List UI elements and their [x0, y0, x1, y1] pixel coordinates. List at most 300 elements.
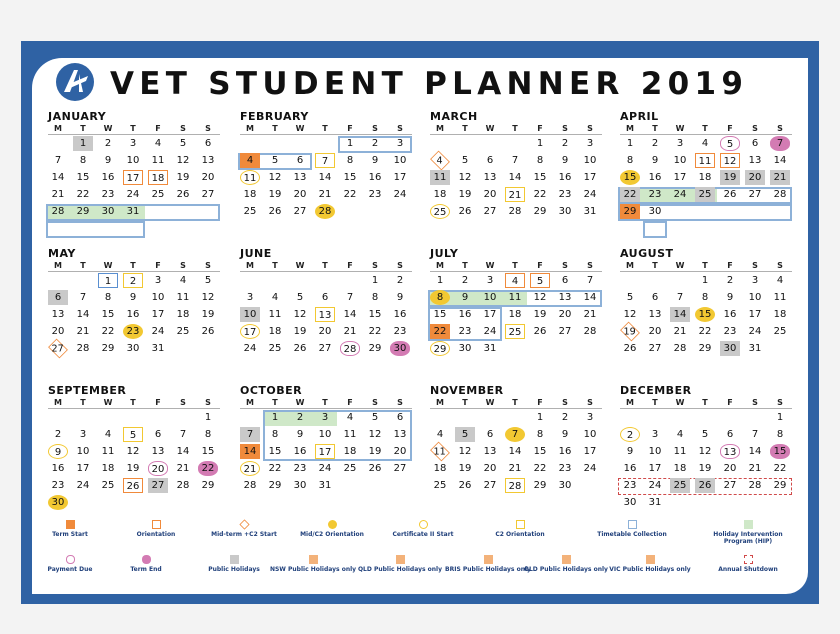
- day-cell: 27: [648, 343, 662, 354]
- legend-swatch-icon: [628, 520, 637, 529]
- day-cell: 28: [773, 189, 787, 200]
- day-cell: 20: [51, 326, 65, 337]
- day-cell: 15: [620, 170, 640, 185]
- day-cell: 13: [293, 172, 307, 183]
- day-cell: 23: [458, 326, 472, 337]
- day-cell: 26: [368, 463, 382, 474]
- day-cell: 7: [511, 155, 519, 166]
- day-cell: 19: [458, 189, 472, 200]
- day-cell: 25: [695, 187, 715, 202]
- day-cell: 30: [293, 480, 307, 491]
- weekday-label: T: [462, 398, 468, 407]
- day-cell: 6: [154, 429, 162, 440]
- day-grid: [430, 409, 602, 511]
- day-cell: 31: [648, 497, 662, 508]
- day-cell: 7: [54, 155, 62, 166]
- weekday-label: M: [436, 124, 444, 133]
- day-cell: 19: [201, 309, 215, 320]
- weekday-label: T: [322, 124, 328, 133]
- day-cell: 2: [651, 138, 659, 149]
- day-cell: 28: [340, 341, 360, 356]
- weekday-label: F: [537, 398, 543, 407]
- legend-swatch-icon: [516, 520, 525, 529]
- weekday-label: T: [702, 124, 708, 133]
- day-cell: 10: [673, 155, 687, 166]
- day-cell: 6: [726, 429, 734, 440]
- weekday-label: F: [537, 124, 543, 133]
- day-cell: 10: [240, 307, 260, 322]
- day-cell: 26: [623, 343, 637, 354]
- day-cell: 19: [698, 463, 712, 474]
- day-cell: 21: [240, 461, 260, 476]
- day-cell: 22: [430, 324, 450, 339]
- day-cell: 7: [586, 275, 594, 286]
- legend-label: Certificate II Start: [392, 531, 454, 538]
- day-cell: 19: [720, 170, 740, 185]
- day-cell: 15: [368, 309, 382, 320]
- day-cell: 11: [268, 309, 282, 320]
- day-cell: 11: [508, 292, 522, 303]
- legend-swatch-icon: [396, 555, 405, 564]
- weekday-label: M: [246, 124, 254, 133]
- day-cell: 19: [176, 172, 190, 183]
- day-cell: 18: [101, 463, 115, 474]
- day-cell: 12: [458, 172, 472, 183]
- day-cell: 3: [751, 275, 759, 286]
- day-cell: 1: [701, 275, 709, 286]
- day-cell: 2: [54, 429, 62, 440]
- day-cell: 24: [483, 326, 497, 337]
- day-cell: 18: [508, 309, 522, 320]
- day-cell: 9: [129, 292, 137, 303]
- day-cell: 11: [240, 170, 260, 185]
- legend-item: [587, 520, 677, 538]
- month-september: [48, 384, 220, 511]
- legend-label: VIC Public Holidays only: [609, 566, 691, 573]
- day-cell: 30: [458, 343, 472, 354]
- weekday-label: S: [397, 261, 403, 270]
- day-cell: 15: [695, 307, 715, 322]
- day-cell: 5: [271, 155, 279, 166]
- day-cell: 9: [561, 429, 569, 440]
- day-cell: 26: [293, 343, 307, 354]
- legend-swatch-icon: [419, 520, 428, 529]
- day-cell: 7: [751, 429, 759, 440]
- day-cell: 5: [720, 136, 740, 151]
- day-cell: 17: [393, 172, 407, 183]
- day-cell: 9: [626, 446, 634, 457]
- weekday-label: S: [372, 261, 378, 270]
- weekday-label: F: [347, 261, 353, 270]
- day-cell: 24: [748, 326, 762, 337]
- day-cell: 15: [433, 309, 447, 320]
- legend-label: Holiday Intervention Program (HIP): [713, 531, 783, 545]
- day-cell: 6: [651, 292, 659, 303]
- day-cell: 27: [201, 189, 215, 200]
- weekday-label: F: [347, 398, 353, 407]
- day-cell: 24: [673, 189, 687, 200]
- day-cell: 18: [268, 326, 282, 337]
- month-april: [620, 110, 792, 237]
- day-cell: 2: [561, 412, 569, 423]
- day-cell: 5: [530, 273, 550, 288]
- day-cell: 21: [508, 463, 522, 474]
- day-cell: 5: [371, 412, 379, 423]
- day-cell: 19: [293, 326, 307, 337]
- day-cell: 24: [126, 189, 140, 200]
- day-cell: 6: [561, 275, 569, 286]
- day-grid: [620, 272, 792, 374]
- weekday-label: F: [727, 398, 733, 407]
- day-cell: 17: [648, 463, 662, 474]
- day-cell: 13: [483, 172, 497, 183]
- month-january: [48, 110, 220, 237]
- day-cell: 26: [201, 326, 215, 337]
- day-cell: 13: [201, 155, 215, 166]
- day-cell: 25: [343, 463, 357, 474]
- legend-label: C2 Orientation: [495, 531, 545, 538]
- day-cell: 19: [620, 322, 640, 342]
- timetable-outline: [643, 221, 667, 238]
- weekday-label: W: [485, 261, 495, 270]
- weekday-label: M: [54, 398, 62, 407]
- day-cell: 17: [315, 444, 335, 459]
- day-cell: 4: [505, 273, 525, 288]
- day-cell: 28: [583, 326, 597, 337]
- weekday-label: S: [180, 124, 186, 133]
- day-cell: 26: [176, 189, 190, 200]
- weekday-header: [240, 123, 412, 135]
- weekday-label: T: [702, 398, 708, 407]
- weekday-label: M: [626, 261, 634, 270]
- day-cell: 16: [293, 446, 307, 457]
- day-cell: 12: [176, 155, 190, 166]
- day-cell: 12: [268, 172, 282, 183]
- day-cell: 17: [748, 309, 762, 320]
- weekday-header: [430, 397, 602, 409]
- day-cell: 10: [393, 155, 407, 166]
- day-cell: 20: [558, 309, 572, 320]
- weekday-label: F: [537, 261, 543, 270]
- legend-label: Annual Shutdown: [718, 566, 778, 573]
- day-cell: 20: [293, 189, 307, 200]
- day-cell: 2: [371, 138, 379, 149]
- day-cell: 12: [458, 446, 472, 457]
- legend-label: Term Start: [52, 531, 88, 538]
- day-cell: 15: [201, 446, 215, 457]
- weekday-label: S: [777, 124, 783, 133]
- day-grid: [48, 135, 220, 237]
- day-cell: 22: [76, 189, 90, 200]
- day-cell: 31: [748, 343, 762, 354]
- day-cell: 27: [483, 480, 497, 491]
- day-cell: 8: [536, 429, 544, 440]
- day-cell: 14: [748, 446, 762, 457]
- month-name: AUGUST: [620, 247, 674, 260]
- legend-swatch-icon: [328, 520, 337, 529]
- day-cell: 5: [461, 155, 469, 166]
- day-cell: 2: [104, 138, 112, 149]
- day-cell: 4: [271, 292, 279, 303]
- day-cell: 25: [430, 204, 450, 219]
- day-cell: 10: [648, 446, 662, 457]
- day-grid: [240, 272, 412, 374]
- day-cell: 8: [371, 292, 379, 303]
- weekday-label: S: [180, 398, 186, 407]
- day-cell: 30: [623, 497, 637, 508]
- day-cell: 18: [176, 309, 190, 320]
- day-cell: 3: [396, 138, 404, 149]
- weekday-header: [240, 260, 412, 272]
- weekday-label: S: [777, 261, 783, 270]
- month-name: DECEMBER: [620, 384, 692, 397]
- day-cell: 5: [123, 427, 143, 442]
- day-cell: 23: [723, 326, 737, 337]
- weekday-label: S: [752, 124, 758, 133]
- day-cell: 1: [346, 138, 354, 149]
- legend-swatch-icon: [562, 555, 571, 564]
- legend-label: Timetable Collection: [597, 531, 667, 538]
- day-cell: 6: [751, 138, 759, 149]
- legend-swatch-icon: [744, 555, 753, 564]
- day-cell: 13: [393, 429, 407, 440]
- day-cell: 15: [76, 172, 90, 183]
- weekday-label: F: [347, 124, 353, 133]
- day-cell: 10: [126, 155, 140, 166]
- day-cell: 8: [271, 429, 279, 440]
- day-cell: 1: [98, 273, 118, 288]
- day-cell: 15: [343, 172, 357, 183]
- legend-item: [475, 520, 565, 538]
- day-cell: 20: [318, 326, 332, 337]
- legend-label: Orientation: [136, 531, 176, 538]
- weekday-label: T: [272, 261, 278, 270]
- day-cell: 21: [748, 463, 762, 474]
- day-cell: 21: [343, 326, 357, 337]
- day-cell: 16: [623, 463, 637, 474]
- day-cell: 10: [748, 292, 762, 303]
- weekday-label: W: [295, 124, 305, 133]
- day-cell: 3: [586, 412, 594, 423]
- day-cell: 25: [243, 206, 257, 217]
- day-cell: 17: [483, 309, 497, 320]
- day-cell: 16: [393, 309, 407, 320]
- day-cell: 7: [79, 292, 87, 303]
- day-cell: 20: [483, 463, 497, 474]
- day-cell: 2: [726, 275, 734, 286]
- day-cell: 9: [651, 155, 659, 166]
- month-february: [240, 110, 412, 237]
- day-cell: 18: [433, 189, 447, 200]
- day-cell: 27: [748, 189, 762, 200]
- day-cell: 27: [148, 478, 168, 493]
- weekday-header: [620, 397, 792, 409]
- day-cell: 13: [483, 446, 497, 457]
- day-cell: 19: [533, 309, 547, 320]
- day-cell: 25: [176, 326, 190, 337]
- weekday-label: M: [436, 398, 444, 407]
- day-cell: 31: [318, 480, 332, 491]
- day-cell: 1: [436, 275, 444, 286]
- day-cell: 4: [430, 151, 450, 171]
- day-cell: 14: [343, 309, 357, 320]
- legend-swatch-icon: [66, 555, 75, 564]
- day-cell: 31: [583, 206, 597, 217]
- day-cell: 11: [430, 170, 450, 185]
- month-october: [240, 384, 412, 511]
- month-march: [430, 110, 602, 237]
- day-cell: 7: [240, 427, 260, 442]
- day-cell: 20: [723, 463, 737, 474]
- day-cell: 9: [461, 292, 469, 303]
- day-cell: 15: [268, 446, 282, 457]
- day-cell: 25: [505, 324, 525, 339]
- weekday-label: F: [155, 261, 161, 270]
- weekday-label: T: [512, 261, 518, 270]
- weekday-label: S: [205, 124, 211, 133]
- day-cell: 6: [296, 155, 304, 166]
- day-cell: 8: [536, 155, 544, 166]
- day-cell: 8: [626, 155, 634, 166]
- day-cell: 8: [430, 290, 450, 305]
- day-cell: 7: [676, 292, 684, 303]
- weekday-label: S: [587, 261, 593, 270]
- day-cell: 10: [151, 292, 165, 303]
- day-cell: 31: [151, 343, 165, 354]
- day-cell: 23: [558, 463, 572, 474]
- day-cell: 1: [371, 275, 379, 286]
- day-cell: 20: [745, 170, 765, 185]
- day-cell: 11: [695, 153, 715, 168]
- day-cell: 23: [393, 326, 407, 337]
- legend-item: [199, 520, 289, 538]
- day-cell: 31: [483, 343, 497, 354]
- day-cell: 27: [723, 480, 737, 491]
- day-cell: 14: [51, 172, 65, 183]
- day-cell: 3: [321, 412, 329, 423]
- day-cell: 14: [773, 155, 787, 166]
- day-cell: 8: [79, 155, 87, 166]
- day-cell: 8: [776, 429, 784, 440]
- day-cell: 18: [433, 463, 447, 474]
- month-name: SEPTEMBER: [48, 384, 127, 397]
- timetable-outline: [46, 221, 145, 238]
- day-cell: 22: [268, 463, 282, 474]
- day-cell: 19: [458, 463, 472, 474]
- day-cell: 17: [583, 172, 597, 183]
- day-cell: 9: [296, 429, 304, 440]
- weekday-label: W: [675, 398, 685, 407]
- day-cell: 4: [104, 429, 112, 440]
- weekday-label: S: [180, 261, 186, 270]
- day-grid: [620, 135, 792, 237]
- legend-swatch-icon: [484, 555, 493, 564]
- weekday-label: T: [322, 398, 328, 407]
- legend-item: [287, 520, 377, 538]
- day-cell: 24: [76, 480, 90, 491]
- day-cell: 11: [151, 155, 165, 166]
- day-cell: 25: [268, 343, 282, 354]
- legend-item: [443, 555, 533, 573]
- day-cell: 4: [240, 153, 260, 168]
- day-cell: 27: [318, 343, 332, 354]
- day-cell: 25: [670, 478, 690, 493]
- day-cell: 28: [243, 480, 257, 491]
- day-cell: 4: [179, 275, 187, 286]
- day-cell: 16: [558, 172, 572, 183]
- day-cell: 12: [698, 446, 712, 457]
- day-cell: 23: [558, 189, 572, 200]
- legend-swatch-icon: [230, 555, 239, 564]
- day-cell: 30: [126, 343, 140, 354]
- day-cell: 23: [101, 189, 115, 200]
- day-cell: 26: [123, 478, 143, 493]
- day-cell: 1: [271, 412, 279, 423]
- legend-label: GLD Public Holidays only: [524, 566, 608, 573]
- day-cell: 10: [76, 446, 90, 457]
- weekday-label: S: [562, 261, 568, 270]
- day-cell: 18: [698, 172, 712, 183]
- legend-item: [355, 555, 445, 573]
- day-cell: 21: [583, 309, 597, 320]
- day-cell: 7: [346, 292, 354, 303]
- day-cell: 8: [204, 429, 212, 440]
- day-cell: 6: [486, 429, 494, 440]
- day-cell: 14: [508, 172, 522, 183]
- day-cell: 18: [243, 189, 257, 200]
- month-name: MAY: [48, 247, 76, 260]
- day-cell: 21: [505, 187, 525, 202]
- day-cell: 29: [368, 343, 382, 354]
- day-cell: 3: [486, 275, 494, 286]
- day-cell: 23: [51, 480, 65, 491]
- day-cell: 20: [648, 326, 662, 337]
- day-cell: 6: [486, 155, 494, 166]
- weekday-label: T: [462, 261, 468, 270]
- weekday-header: [48, 123, 220, 135]
- day-cell: 15: [533, 446, 547, 457]
- day-cell: 17: [151, 309, 165, 320]
- day-cell: 12: [201, 292, 215, 303]
- weekday-label: T: [702, 261, 708, 270]
- day-cell: 8: [104, 292, 112, 303]
- day-cell: 16: [558, 446, 572, 457]
- weekday-label: S: [397, 398, 403, 407]
- weekday-label: W: [103, 124, 113, 133]
- legend-swatch-icon: [152, 520, 161, 529]
- day-cell: 2: [561, 138, 569, 149]
- day-cell: 23: [648, 189, 662, 200]
- day-cell: 28: [508, 206, 522, 217]
- day-cell: 9: [48, 444, 68, 459]
- day-cell: 8: [346, 155, 354, 166]
- weekday-header: [620, 260, 792, 272]
- weekday-label: M: [626, 398, 634, 407]
- month-name: APRIL: [620, 110, 659, 123]
- day-cell: 8: [701, 292, 709, 303]
- weekday-label: M: [246, 398, 254, 407]
- weekday-header: [48, 397, 220, 409]
- day-cell: 14: [76, 309, 90, 320]
- legend-item: [101, 555, 191, 573]
- weekday-header: [240, 397, 412, 409]
- weekday-label: M: [54, 261, 62, 270]
- day-cell: 16: [126, 309, 140, 320]
- day-cell: 1: [536, 138, 544, 149]
- day-cell: 30: [648, 206, 662, 217]
- weekday-label: F: [155, 398, 161, 407]
- day-cell: 28: [748, 480, 762, 491]
